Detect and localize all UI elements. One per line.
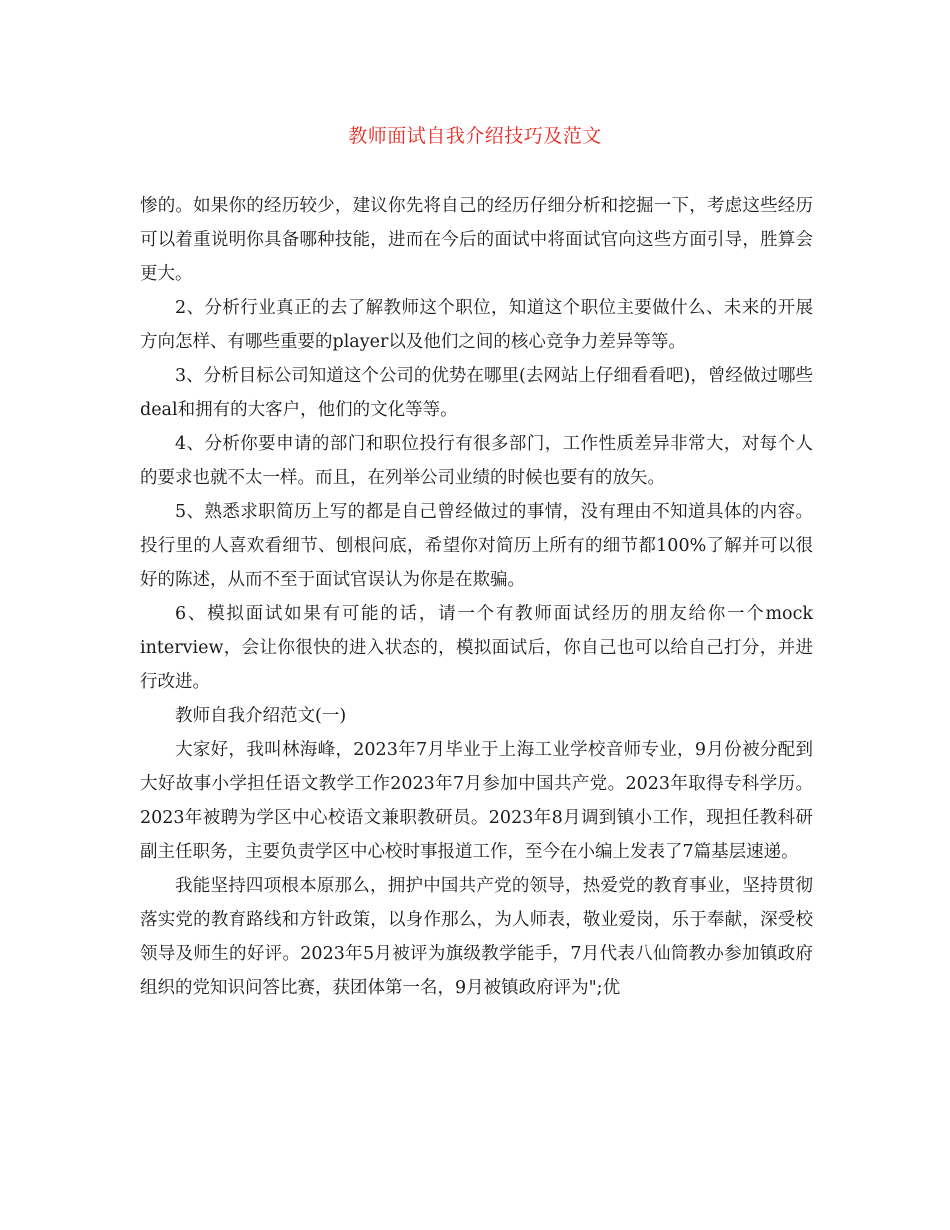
paragraph-sample-achievements: 我能坚持四项根本原那么，拥护中国共产党的领导，热爱党的教育事业，坚持贯彻落实党的教育路线和方针政策，以身作那么，为人师表，敬业爱岗，乐于奉献，深受校领导及师生的好评。2023年5月被评为旗级教学能手，7月代表八仙筒教办参加镇政府组织的党知识问答比赛，获团体第一名，9月被镇政府评为";优 — [140, 876, 813, 998]
paragraph-intro-continued: 惨的。如果你的经历较少，建议你先将自己的经历仔细分析和挖掘一下，考虑这些经历可以着重说明你具备哪种技能，进而在今后的面试中将面试官向这些方面引导，胜算会更大。 — [140, 196, 813, 284]
section-heading-sample-1: 教师自我介绍范文(一) — [175, 706, 347, 726]
paragraph-tip-5: 5、熟悉求职简历上写的都是自己曾经做过的事情，没有理由不知道具体的内容。投行里的人喜欢看细节、刨根问底，希望你对简历上所有的细节都100%了解并可以很好的陈述，从而不至于面试官误认为你是在欺骗。 — [140, 502, 813, 590]
document-title: 教师面试自我介绍技巧及范文 — [348, 125, 602, 147]
paragraph-tip-6: 6、模拟面试如果有可能的话，请一个有教师面试经历的朋友给你一个mock interview，会让你很快的进入状态的，模拟面试后，你自己也可以给自己打分，并进行改进。 — [140, 604, 813, 692]
paragraph-tip-3: 3、分析目标公司知道这个公司的优势在哪里(去网站上仔细看看吧)，曾经做过哪些deal和拥有的大客户，他们的文化等等。 — [140, 366, 813, 420]
paragraph-tip-4: 4、分析你要申请的部门和职位投行有很多部门，工作性质差异非常大，对每个人的要求也就不太一样。而且，在列举公司业绩的时候也要有的放矢。 — [140, 434, 813, 488]
paragraph-sample-intro: 大家好，我叫林海峰，2023年7月毕业于上海工业学校音师专业，9月份被分配到大好故事小学担任语文教学工作2023年7月参加中国共产党。2023年取得专科学历。2023年被聘为学区中心校语文兼职教研员。2023年8月调到镇小工作，现担任教科研副主任职务，主要负责学区中心校时事报道工作，至今在小编上发表了7篇基层速递。 — [140, 740, 813, 862]
paragraph-tip-2: 2、分析行业真正的去了解教师这个职位，知道这个职位主要做什么、未来的开展方向怎样、有哪些重要的player以及他们之间的核心竞争力差异等等。 — [140, 298, 813, 352]
document-body — [140, 189, 813, 1005]
